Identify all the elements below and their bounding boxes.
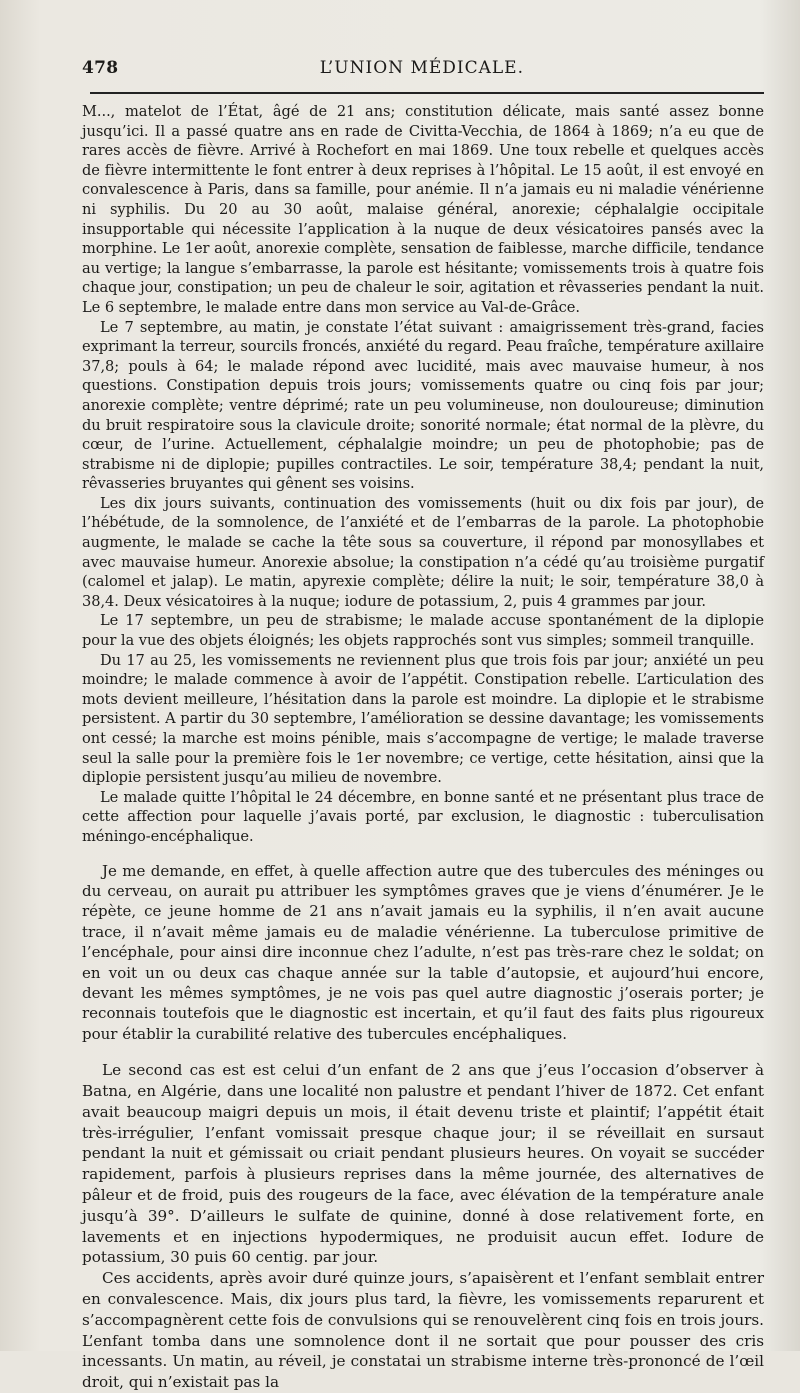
case-one-paragraph: Du 17 au 25, les vomissements ne reviennent plus que trois fois par jour; anxiété un peu moindre; le malade commence à avoir de l’appétit. Constipation rebelle. L’articulation des mots devient meilleure, l’hésitation dans la parole est moindre. La diplopie et le strabisme persistent. A partir du 30 septembre, l’amélioration se dessine davantage; les vomissements ont cessé; la marche est moins pénible, mais s’accompagne de vertige; le malade traverse seul la salle pour la première fois le 1er novembre; ce vertige, cette hésitation, ainsi que la diplopie persistent jusqu’au milieu de novembre. <box>82 651 764 787</box>
case-one-observation <box>82 102 764 847</box>
case-one-paragraph: Le 17 septembre, un peu de strabisme; le malade accuse spontanément de la diplopie pour la vue des objets éloignés; les objets rapprochés sont vus simples; sommeil tranquille. <box>82 612 764 650</box>
case-one-paragraph: Le 7 septembre, au matin, je constate l’état suivant : amaigrissement très-grand, facies exprimant la terreur, sourcils froncés, anxiété du regard. Peau fraîche, température axillaire 37,8; pouls à 64; le malade répond avec lucidité, mais avec mauvaise humeur, à nos questions. Constipation depuis trois jours; vomissements quatre ou cinq fois par jour; anorexie complète; ventre déprimé; rate un peu volumineuse, non douloureuse; diminution du bruit respiratoire sous la clavicule droite; sonorité normale; état normal de la plèvre, du cœur, de l’urine. Actuellement, céphalalgie moindre; un peu de photophobie; pas de strabisme ni de diplopie; pupilles contractiles. Le soir, température 38,4; pendant la nuit, rêvasseries bruyantes qui gênent ses voisins. <box>82 318 764 493</box>
page-number: 478 <box>82 58 119 78</box>
case-two-paragraph: Ces accidents, après avoir duré quinze jours, s’apaisèrent et l’enfant semblait entrer en convalescence. Mais, dix jours plus tard, la fièvre, les vomissements reparurent et s’accompagnèrent cette fois de convulsions qui se renouvelèrent cinq fois en trois jours. L’enfant tomba dans une somnolence dont il ne sortait que pour pousser des cris incessants. Un matin, au réveil, je constatai un strabisme interne très-prononcé de l’œil droit, qui n’existait pas la <box>82 1269 764 1392</box>
header-rule <box>90 92 764 94</box>
case-one-paragraph: M..., matelot de l’État, âgé de 21 ans; constitution délicate, mais santé assez bonne jusqu’ici. Il a passé quatre ans en rade de Civitta-Vecchia, de 1864 à 1869; n’a eu que de rares accès de fièvre. Arrivé à Rochefort en mai 1869. Une toux rebelle et quelques accès de fièvre intermittente le font entrer à deux reprises à l’hôpital. Le 15 août, il est envoyé en convalescence à Paris, dans sa famille, pour anémie. Il n’a jamais eu ni maladie vénérienne ni syphilis. Du 20 au 30 août, malaise général, anorexie; céphalalgie occipitale insupportable qui nécessite l’application à la nuque de deux vésicatoires pansés avec la morphine. Le 1er août, anorexie complète, sensation de faiblesse, marche difficile, tendance au vertige; la langue s’embarrasse, la parole est hésitante; vomissements trois à quatre fois chaque jour, constipation; un peu de chaleur le soir, agitation et rêvasseries pendant la nuit. Le 6 septembre, le malade entre dans mon service au Val-de-Grâce. <box>82 103 764 316</box>
case-one-paragraph: Le malade quitte l’hôpital le 24 décembre, en bonne santé et ne présentant plus trace de cette affection pour laquelle j’avais porté, par exclusion, le diagnostic : tuberculisation méningo-encéphalique. <box>82 788 764 845</box>
discussion-section <box>82 861 764 1045</box>
discussion-paragraph: Je me demande, en effet, à quelle affection autre que des tubercules des méninges ou du cerveau, on aurait pu attribuer les symptômes graves que je viens d’énumérer. Je le répète, ce jeune homme de 21 ans n’avait jamais eu la syphilis, il n’en avait aucune trace, il n’avait même jamais eu de maladie vénérienne. La tuberculose primitive de l’encéphale, pour ainsi dire inconnue chez l’adulte, n’est pas très-rare chez le soldat; on en voit un ou deux cas chaque année sur la table d’autopsie, et aujourd’hui encore, devant les mêmes symptômes, je ne vois pas quel autre diagnostic j’oserais porter; je reconnais toutefois que le diagnostic est incertain, et qu’il faut des faits plus rigoureux pour établir la curabilité relative des tubercules encéphaliques. <box>82 861 764 1043</box>
case-two-paragraph: Le second cas est est celui d’un enfant de 2 ans que j’eus l’occasion d’observer à Batna, en Algérie, dans une localité non palustre et pendant l’hiver de 1872. Cet enfant avait beaucoup maigri depuis un mois, il était devenu triste et plaintif; l’appétit était très-irrégulier, l’enfant vomissait presque chaque jour; il se réveillait en sursaut pendant la nuit et gémissait ou criait pendant plusieurs heures. On voyait se succéder rapidement, parfois à plusieurs reprises dans la même journée, des alternatives de pâleur et de froid, puis des rougeurs de la face, avec élévation de la température anale jusqu’à 39°. D’ailleurs le sulfate de quinine, donné à dose relativement forte, en lavements et en injections hypodermiques, ne produisit aucun effet. Iodure de potassium, 30 puis 60 centig. par jour. <box>82 1061 764 1267</box>
case-one-paragraph: Les dix jours suivants, continuation des vomissements (huit ou dix fois par jour), de l’hébétude, de la somnolence, de l’anxiété et de l’embarras de la parole. La photophobie augmente, le malade se cache la tête sous sa couverture, il répond par monosyllabes et avec mauvaise humeur. Anorexie absolue; la constipation n’a cédé qu’au troisième purgatif (calomel et jalap). Le matin, apyrexie complète; délire la nuit; le soir, température 38,0 à 38,4. Deux vésicatoires à la nuque; iodure de potassium, 2, puis 4 grammes par jour. <box>82 494 764 610</box>
case-two-observation <box>82 1060 764 1393</box>
journal-title: L’UNION MÉDICALE. <box>319 58 524 78</box>
page-header <box>82 58 764 78</box>
